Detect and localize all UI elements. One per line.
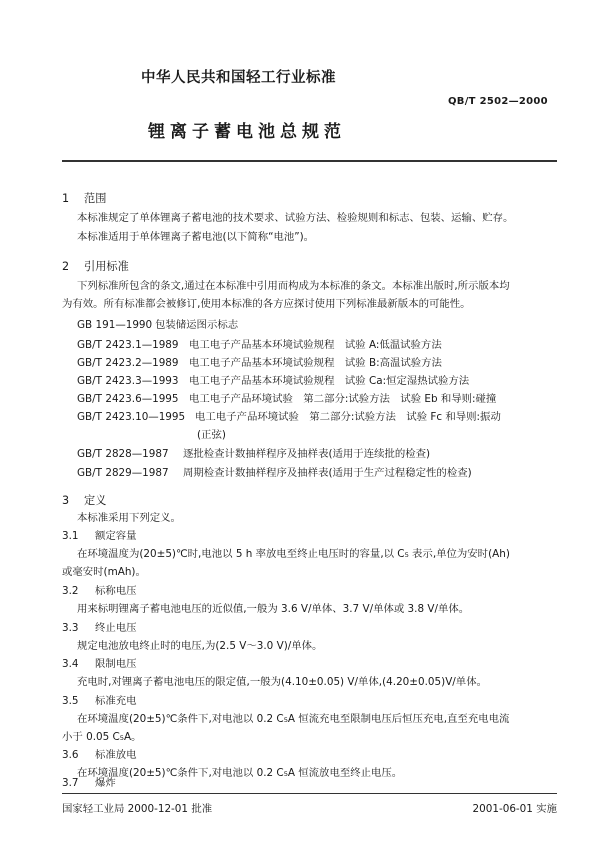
definition-term-name: 爆炸	[95, 777, 116, 789]
section-3-heading	[62, 492, 106, 508]
reference-title: 周期检查计数抽样程序及抽样表(适用于生产过程稳定性的检查)	[183, 467, 472, 479]
definition-number: 3.4	[62, 658, 79, 670]
section-2-heading	[62, 258, 129, 274]
section-2-intro: 下列标准所包含的条文,通过在本标准中引用而构成为本标准的条文。本标准出版时,所示版本均	[77, 280, 510, 292]
definition-term-name: 标称电压	[95, 585, 137, 597]
reference-title: 逐批检查计数抽样程序及抽样表(适用于连续批的检查)	[183, 448, 431, 460]
implementation-date: 2001-06-01 实施	[472, 803, 557, 815]
section-3-intro: 本标准采用下列定义。	[77, 512, 181, 524]
reference-title: 包装储运图示标志	[155, 319, 239, 331]
reference-item	[77, 464, 472, 479]
definition-term	[62, 529, 137, 544]
definition-text: 或毫安时(mAh)。	[62, 566, 146, 578]
definition-text: 小于 0.05 C₅A。	[62, 731, 142, 743]
reference-code: GB 191—1990	[77, 319, 153, 331]
definition-text: 充电时,对锂离子蓄电池电压的限定值,一般为(4.10±0.05) V/单体,(4.20±0.05)V/单体。	[77, 676, 487, 688]
reference-title: 电工电子产品基本环境试验规程 试验 A:低温试验方法	[189, 339, 442, 351]
footer-divider	[62, 793, 557, 794]
section-title: 引用标准	[84, 260, 129, 273]
document-title: 锂离子蓄电池总规范	[148, 122, 346, 142]
approval-info: 国家轻工业局 2000-12-01 批准	[62, 803, 213, 815]
reference-item	[77, 354, 442, 369]
reference-code: GB/T 2423.6—1995	[77, 393, 179, 405]
issuing-standard-header: 中华人民共和国轻工行业标准	[141, 70, 336, 86]
reference-item	[77, 316, 238, 331]
reference-code: GB/T 2423.3—1993	[77, 375, 179, 387]
definition-term	[62, 776, 116, 791]
section-1-heading	[62, 190, 106, 206]
standard-code: QB/T 2502—2000	[448, 96, 548, 107]
section-title: 范围	[84, 192, 107, 205]
section-number: 1	[62, 192, 70, 205]
reference-code: GB/T 2423.2—1989	[77, 357, 179, 369]
definition-term-name: 终止电压	[95, 622, 137, 634]
reference-code: GB/T 2828—1987	[77, 448, 169, 460]
section-2-intro: 为有效。所有标准都会被修订,使用本标准的各方应探讨使用下列标准最新版本的可能性。	[62, 298, 471, 310]
reference-title: 电工电子产品基本环境试验规程 试验 Ca:恒定湿热试验方法	[189, 375, 470, 387]
section-title: 定义	[84, 494, 107, 507]
reference-title: (正弦)	[197, 429, 226, 441]
reference-item	[77, 408, 501, 423]
definition-term-name: 标准放电	[95, 749, 137, 761]
reference-title: 电工电子产品环境试验 第二部分:试验方法 试验 Fc 和导则:振动	[195, 411, 501, 423]
definition-term-name: 额定容量	[95, 530, 137, 542]
reference-code: GB/T 2423.1—1989	[77, 339, 179, 351]
definition-number: 3.7	[62, 777, 79, 789]
section-number: 2	[62, 260, 70, 273]
reference-title: 电工电子产品环境试验 第二部分:试验方法 试验 Eb 和导则:碰撞	[189, 393, 497, 405]
definition-term	[62, 621, 137, 636]
section-1-paragraph: 本标准规定了单体锂离子蓄电池的技术要求、试验方法、检验规则和标志、包装、运输、贮存。	[77, 212, 514, 224]
definition-number: 3.3	[62, 622, 79, 634]
definition-text: 在环境温度(20±5)℃条件下,对电池以 0.2 C₅A 恒流充电至限制电压后恒压充电,直至充电电流	[77, 713, 510, 725]
reference-title: 电工电子产品基本环境试验规程 试验 B:高温试验方法	[189, 357, 442, 369]
definition-text: 用来标明锂离子蓄电池电压的近似值,一般为 3.6 V/单体、3.7 V/单体或 3.8 V/单体。	[77, 603, 470, 615]
header-divider	[62, 160, 557, 162]
definition-number: 3.1	[62, 530, 79, 542]
definition-text: 规定电池放电终止时的电压,为(2.5 V～3.0 V)/单体。	[77, 640, 323, 652]
reference-item	[77, 372, 469, 387]
section-number: 3	[62, 494, 70, 507]
definition-term	[62, 584, 137, 599]
reference-code: GB/T 2423.10—1995	[77, 411, 186, 423]
reference-item	[77, 336, 442, 351]
reference-item-continuation	[197, 426, 226, 441]
definition-term	[62, 748, 137, 763]
definition-text: 在环境温度为(20±5)℃时,电池以 5 h 率放电至终止电压时的容量,以 C₅ 表示,单位为安时(Ah)	[77, 548, 510, 560]
section-1-paragraph: 本标准适用于单体锂离子蓄电池(以下简称“电池”)。	[77, 231, 315, 243]
definition-term-name: 限制电压	[95, 658, 137, 670]
reference-item	[77, 445, 430, 460]
definition-number: 3.5	[62, 695, 79, 707]
definition-number: 3.6	[62, 749, 79, 761]
definition-term	[62, 657, 137, 672]
definition-term-name: 标准充电	[95, 695, 137, 707]
definition-text: 在环境温度(20±5)℃条件下,对电池以 0.2 C₅A 恒流放电至终止电压。	[77, 767, 403, 779]
definition-number: 3.2	[62, 585, 79, 597]
definition-term	[62, 694, 137, 709]
reference-code: GB/T 2829—1987	[77, 467, 169, 479]
reference-item	[77, 390, 496, 405]
